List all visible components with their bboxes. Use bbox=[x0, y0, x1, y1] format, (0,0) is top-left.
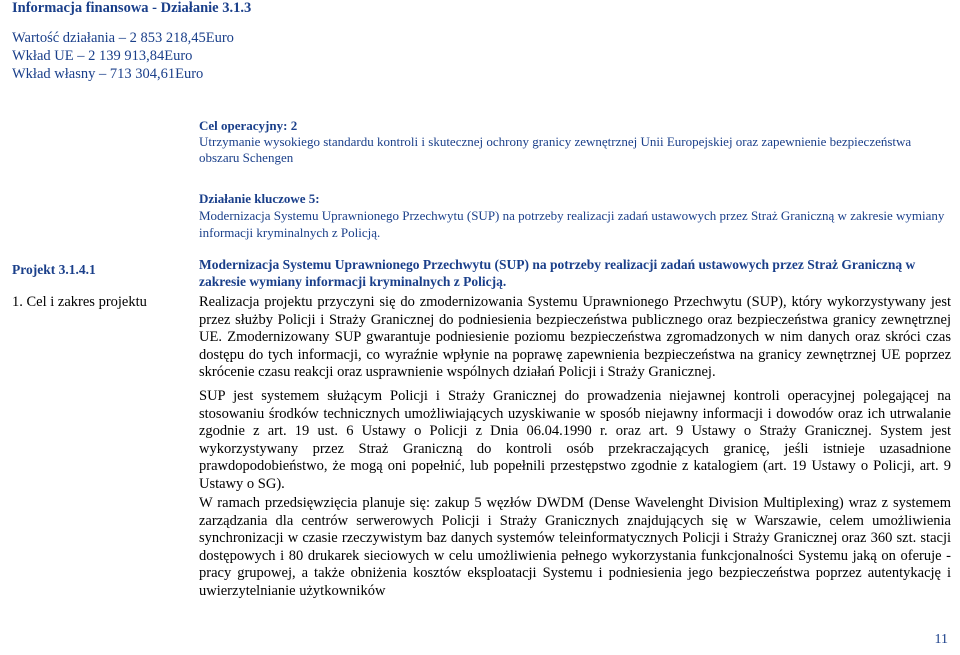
own-contribution: Wkład własny – 713 304,61Euro bbox=[12, 66, 204, 82]
project-id: Projekt 3.1.4.1 bbox=[12, 262, 96, 277]
section-title: Informacja finansowa - Działanie 3.1.3 bbox=[12, 0, 252, 16]
page-number: 11 bbox=[934, 632, 948, 647]
paragraph-1: Realizacja projektu przyczyni się do zmodernizowania Systemu Uprawnionego Przechwytu (SUP), który wykorzystywany jest przez służby Policji i Straży Granicznej do podniesienia bezpieczeństwa publicznego oraz bezpieczeństwa granicy zewnętrznej UE. Zmodernizowany SUP gwarantuje podniesienie poziomu bezpieczeństwa zgromadzonych w nim danych oraz skróci czas dostępu do tych informacji, co wyraźnie wpłynie na poprawę zapewnienia bezpieczeństwa na granicy zewnętrznej UE poprzez skrócenie czasu reakcji oraz usprawnienie wspólnych działań Policji i Straży Granicznej. bbox=[199, 294, 951, 381]
operational-goal-text: Utrzymanie wysokiego standardu kontroli i skutecznej ochrony granicy zewnętrznej Unii Europejskiej oraz zapewnienie bezpieczeństwa obszaru Schengen bbox=[199, 134, 912, 165]
operational-goal bbox=[199, 118, 953, 166]
paragraph-2: SUP jest systemem służącym Policji i Straży Granicznej do prowadzenia niejawnej kontroli operacyjnej polegającej na stosowaniu środków technicznych umożliwiających uzyskiwanie w sposób niejawny informacji i dowodów oraz ich utrwalanie zgodnie z art. 19 ust. 6 Ustawy o Policji z Dnia 06.04.1990 r. oraz art. 9 Ustawy o Straży Granicznej. System jest wykorzystywany przez Straż Graniczną do kontroli osób przekraczających granicę, jeśli istnieje uzasadnione prawdopodobieństwo, że mogą oni popełnić, lub popełnili przestępstwo zgodnie z katalogiem (art. 19 Ustawy o Policji, art. 9 Ustawy o SG). bbox=[199, 388, 951, 492]
section-body bbox=[199, 294, 951, 599]
key-action-heading: Działanie kluczowe 5: bbox=[199, 191, 320, 206]
operational-goal-heading: Cel operacyjny: 2 bbox=[199, 118, 298, 133]
eu-contribution: Wkład UE – 2 139 913,84Euro bbox=[12, 48, 193, 64]
project-title: Modernizacja Systemu Uprawnionego Przechwytu (SUP) na potrzeby realizacji zadań ustawowych przez Straż Graniczną w zakresie wymiany informacji kryminalnych z Policją. bbox=[199, 257, 916, 289]
action-value: Wartość działania – 2 853 218,45Euro bbox=[12, 30, 234, 46]
section-label: 1. Cel i zakres projektu bbox=[12, 294, 147, 310]
key-action-text: Modernizacja Systemu Uprawnionego Przechwytu (SUP) na potrzeby realizacji zadań ustawowych przez Straż Graniczną w zakresie wymiany informacji kryminalnych z Policją. bbox=[199, 208, 945, 240]
paragraph-3: W ramach przedsięwzięcia planuje się: zakup 5 węzłów DWDM (Dense Wavelenght Division Multiplexing) wraz z systemem zarządzania dla centrów serwerowych Policji i Straży Granicznych znajdujących się w Warszawie, celem umożliwienia synchronizacji w czasie rzeczywistym baz danych systemów teleinformatycznych Policji i Straży Granicznej oraz 360 szt. stacji dostępowych i 80 drukarek sieciowych w celu umożliwienia pełnego wykorzystania funkcjonalności Systemu jaką on oferuje - pracy grupowej, a także obniżenia kosztów eksploatacji Systemu i podniesienia jego bezpieczeństwa poprzez autentykację i uwierzytelnianie użytkowników bbox=[199, 495, 951, 599]
key-action bbox=[199, 190, 953, 241]
